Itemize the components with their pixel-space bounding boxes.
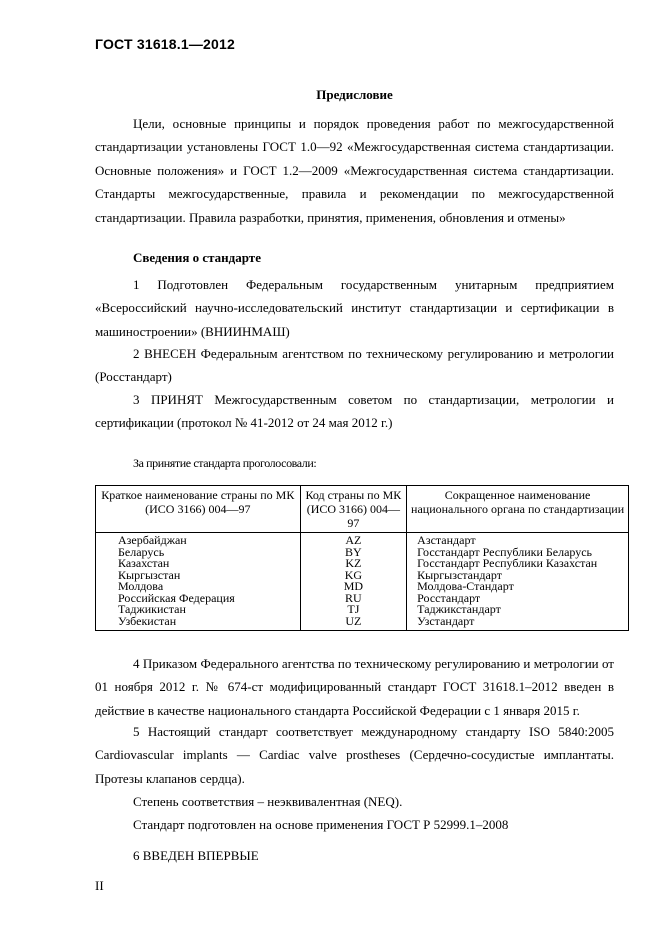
country-name: Кыргызстан [96,570,301,582]
header-country: Краткое наименование страны по МК (ИСО 3166) 004—97 [96,486,301,533]
item-6-paragraph: 6 ВВЕДЕН ВПЕРВЫЕ [133,848,259,863]
country-name: Азербайджан [96,533,301,547]
country-code: MD [300,581,407,593]
authority-name: Кыргызстандарт [407,570,629,582]
table-row [96,616,629,631]
country-name: Российская Федерация [96,593,301,605]
authority-name: Узстандарт [407,616,629,631]
basis-paragraph: Стандарт подготовлен на основе применения ГОСТ Р 52999.1–2008 [133,817,509,832]
document-code-header: ГОСТ 31618.1—2012 [95,36,235,52]
page-number: II [95,878,104,893]
country-name: Казахстан [96,558,301,570]
authority-name: Росстандарт [407,593,629,605]
country-name: Узбекистан [96,616,301,631]
item-2-paragraph: 2 ВНЕСЕН Федеральным агентством по техническому регулированию и метрологии (Росстандарт) [95,346,614,385]
country-name: Беларусь [96,547,301,559]
country-code: BY [300,547,407,559]
table-header-row [96,486,629,533]
item-3-paragraph: 3 ПРИНЯТ Межгосударственным советом по стандартизации, метрологии и сертификации (протокол № 41-2012 от 24 мая 2012 г.) [95,392,614,431]
authority-name: Таджикстандарт [407,604,629,616]
item-5-paragraph: 5 Настоящий стандарт соответствует международному стандарту ISO 5840:2005 Cardiovascular implants — Cardiac valve prostheses (Сердечно-сосудистые имплантаты. Протезы клапанов сердца). [95,724,614,786]
country-code: KG [300,570,407,582]
vote-caption: За принятие стандарта проголосовали: [133,456,317,470]
section-title: Предисловие [316,87,393,102]
country-code: RU [300,593,407,605]
country-code: UZ [300,616,407,631]
subsection-title: Сведения о стандарте [133,250,261,265]
authority-name: Азстандарт [407,533,629,547]
country-name: Таджикистан [96,604,301,616]
authority-name: Молдова-Стандарт [407,581,629,593]
country-code: TJ [300,604,407,616]
item-1-paragraph: 1 Подготовлен Федеральным государственным унитарным предприятием «Всероссийский научно-исследовательский институт стандартизации и сертификации в машиностроении» (ВНИИНМАШ) [95,277,614,339]
country-code: KZ [300,558,407,570]
intro-paragraph: Цели, основные принципы и порядок проведения работ по межгосударственной стандартизации установлены ГОСТ 1.0—92 «Межгосударственная система стандартизации. Основные положения» и ГОСТ 1.2—2009 «Межгосударственная система стандартизации. Стандарты межгосударственные, правила и рекомендации по межгосударственной стандартизации. Правила разработки, принятия, применения, обновления и отмены» [95,116,614,225]
degree-paragraph: Степень соответствия – неэквивалентная (NEQ). [133,794,403,809]
countries-table [95,485,629,631]
authority-name: Госстандарт Республики Беларусь [407,547,629,559]
header-code: Код страны по МК (ИСО 3166) 004—97 [300,486,407,533]
item-4-paragraph: 4 Приказом Федерального агентства по техническому регулированию и метрологии от 01 ноября 2012 г. № 674-ст модифицированный стандарт ГОСТ 31618.1–2012 введен в действие в качестве национального стандарта Российской Федерации с 1 января 2015 г. [95,656,614,718]
country-code: AZ [300,533,407,547]
country-name: Молдова [96,581,301,593]
header-authority: Сокращенное наименование национального органа по стандартизации [407,486,629,533]
authority-name: Госстандарт Республики Казахстан [407,558,629,570]
